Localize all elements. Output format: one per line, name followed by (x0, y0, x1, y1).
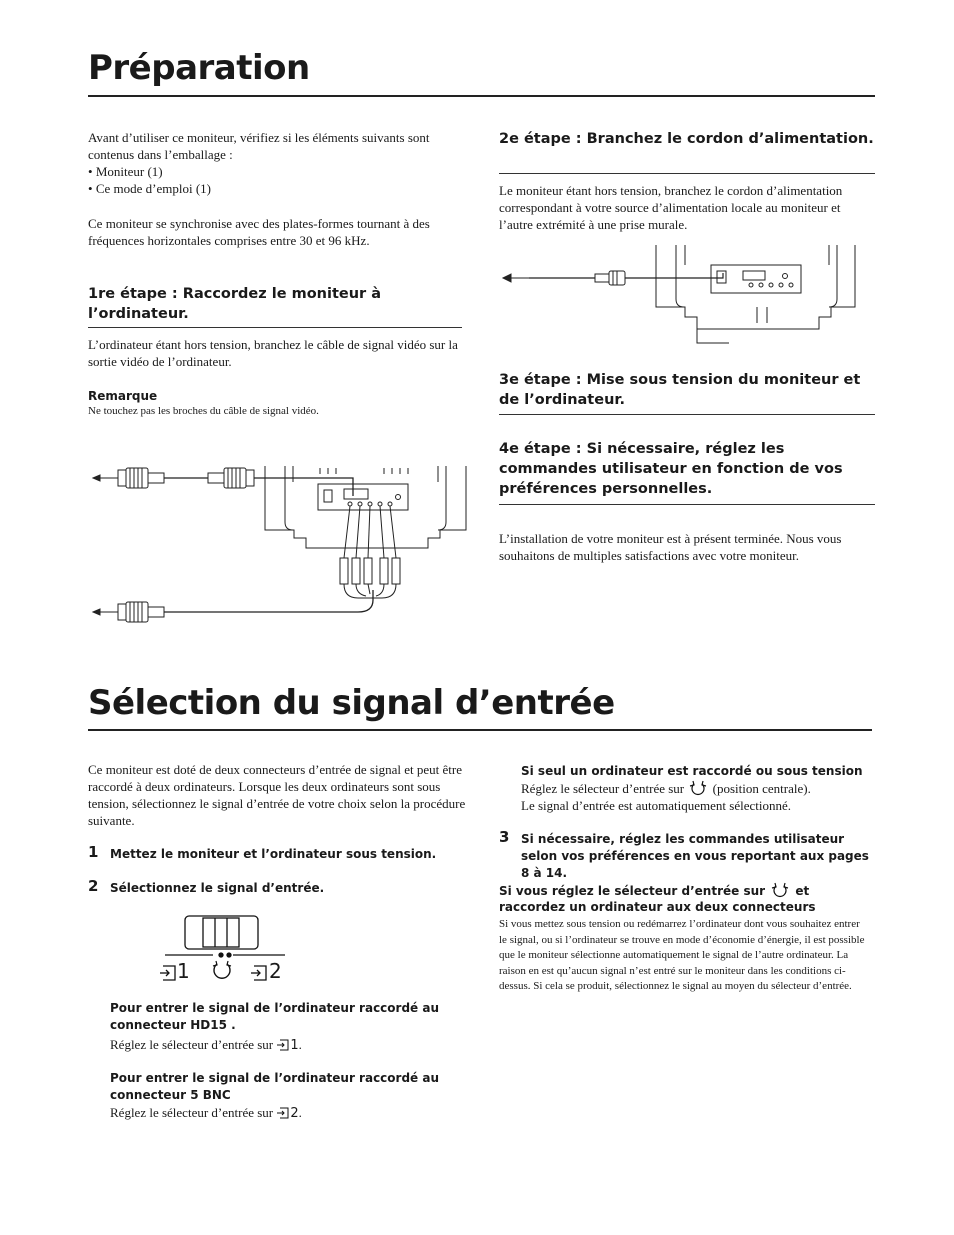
preparation-intro-block (88, 129, 463, 197)
auto-icon (769, 882, 791, 898)
step2-rule (499, 173, 875, 174)
step1-text: L’ordinateur étant hors tension, branchez le câble de signal vidéo sur la sortie vidéo de l’ordinateur. (88, 337, 458, 369)
signal-cable-illustration (88, 462, 472, 630)
auto-title-after: et (791, 884, 810, 898)
step2-title: 2e étape : Branchez le cordon d’alimentation. (499, 131, 874, 147)
auto-title-before: Si vous réglez le sélecteur d’entrée sur (499, 884, 770, 898)
step3-title: 3e étape : Mise sous tension du moniteur et de l’ordinateur. (499, 372, 861, 408)
step4-title: 4e étape : Si nécessaire, réglez les commandes utilisateur en fonction de vos préférences personnelles. (499, 441, 843, 497)
auto-title (499, 882, 875, 900)
step-number: 3 (499, 828, 510, 846)
step-text: Sélectionnez le signal d’entrée. (110, 881, 325, 895)
bnc-input-num: 2 (290, 1106, 299, 1121)
auto-text: Si vous mettez sous tension ou redémarrez l’ordinateur dont vous souhaitez entrer le signal, ou si l’ordinateur se trouve en mode d’économie d’énergie, il est possible que le moniteur sélectionne automatiquement le signal de l’autre ordinateur. La raison en est qu’aucun signal n’est entré sur le moniteur dans les conditions ci-dessus. Si cela se produit, sélectionnez le signal au moyen du sélecteur d’entrée. (499, 918, 865, 992)
input1-label: 1 (177, 959, 190, 983)
sync-text: Ce moniteur se synchronise avec des plates-formes tournant à des fréquences horizontales comprises entre 30 et 96 kHz. (88, 216, 430, 248)
step-number: 1 (88, 843, 99, 861)
package-item: • Moniteur (1) (88, 163, 463, 180)
bnc-text (110, 1104, 470, 1122)
auto-title-line2: raccordez un ordinateur aux deux connecteurs (499, 900, 816, 914)
selection-intro: Ce moniteur est doté de deux connecteurs d’entrée de signal et peut être raccordé à deux ordinateurs. Lorsque les deux ordinateurs sont sous tension, sélectionnez le signal d’entrée de votre choix selon la procédure suivante. (88, 762, 466, 828)
hd15-input-num: 1 (290, 1038, 299, 1053)
page-title-preparation: Préparation (88, 48, 310, 88)
step-text: Mettez le moniteur et l’ordinateur sous tension. (110, 847, 437, 861)
input2-label: 2 (269, 959, 282, 983)
input-selector-diagram (155, 914, 295, 986)
step1-rule (88, 327, 462, 328)
step3-rule (499, 414, 875, 415)
single-text-line2: Le signal d’entrée est automatiquement sélectionné. (521, 798, 792, 813)
note-label: Remarque (88, 389, 158, 403)
power-cord-illustration (499, 243, 859, 347)
single-text-before: Réglez le sélecteur d’entrée sur (521, 781, 688, 796)
bnc-text-before: Réglez le sélecteur d’entrée sur (110, 1105, 277, 1120)
step4-text: L’installation de votre moniteur est à présent terminée. Nous vous souhaitons de multiples satisfactions avec votre moniteur. (499, 531, 842, 563)
intro-text: Avant d’utiliser ce moniteur, vérifiez si les éléments suivants sont contenus dans l’emballage : (88, 130, 430, 162)
hd15-text (110, 1036, 470, 1054)
step-1 (88, 843, 437, 862)
step2-text: Le moniteur étant hors tension, branchez le cordon d’alimentation correspondant à votre source d’alimentation locale au moniteur et l’autre extrémité à une prise murale. (499, 183, 843, 232)
single-text-after: (position centrale). (709, 781, 811, 796)
auto-icon (687, 780, 709, 796)
step-number: 2 (88, 877, 99, 895)
step-2 (88, 877, 325, 896)
step-text: Si nécessaire, réglez les commandes utilisateur selon vos préférences en vous reportant aux pages 8 à 14. (521, 832, 869, 880)
step1-title: 1re étape : Raccordez le moniteur à l’ordinateur. (88, 286, 382, 322)
input-icon (276, 1038, 290, 1052)
hd15-text-before: Réglez le sélecteur d’entrée sur (110, 1037, 277, 1052)
package-item: • Ce mode d’emploi (1) (88, 180, 463, 197)
package-list (88, 163, 463, 197)
hd15-title: Pour entrer le signal de l’ordinateur raccordé au connecteur HD15 . (110, 1001, 440, 1032)
bnc-text-after: . (298, 1105, 302, 1120)
single-title: Si seul un ordinateur est raccordé ou sous tension (521, 764, 863, 778)
title-rule (88, 729, 872, 731)
page-title-selection: Sélection du signal d’entrée (88, 683, 615, 723)
hd15-text-after: . (298, 1037, 302, 1052)
bnc-title: Pour entrer le signal de l’ordinateur raccordé au connecteur 5 BNC (110, 1071, 440, 1102)
step-3 (499, 828, 875, 880)
input-icon (276, 1106, 290, 1120)
single-text (521, 780, 875, 797)
step4-rule (499, 504, 875, 505)
note-text: Ne touchez pas les broches du câble de signal vidéo. (88, 405, 319, 417)
title-rule (88, 95, 875, 97)
